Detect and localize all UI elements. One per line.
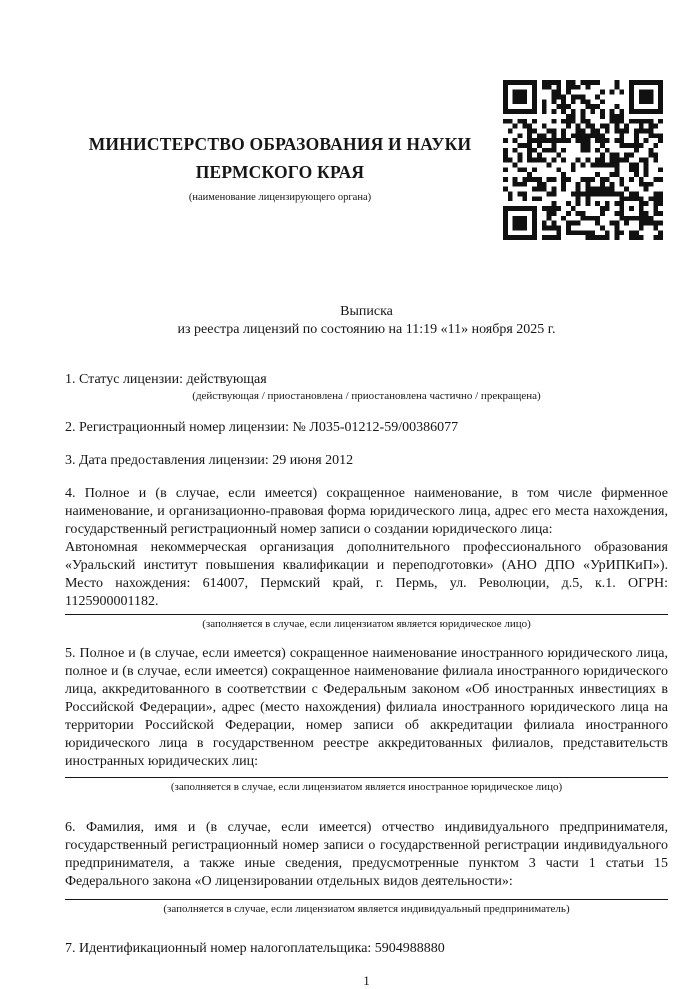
- item-grant-date: 3. Дата предоставления лицензии: 29 июня 2012: [65, 453, 354, 468]
- legal-entity-note: (заполняется в случае, если лицензиатом является юридическое лицо): [202, 618, 531, 630]
- ministry-name-line1: МИНИСТЕРСТВО ОБРАЗОВАНИЯ И НАУКИ: [88, 134, 472, 154]
- item-registration-number: 2. Регистрационный номер лицензии: № Л035-01212-59/00386077: [65, 420, 459, 435]
- ministry-caption: (наименование лицензирующего органа): [188, 192, 372, 203]
- foreign-entity-blank-field: [65, 771, 668, 778]
- entrepreneur-blank-field: [65, 891, 668, 900]
- item-legal-entity: [65, 485, 668, 615]
- item-taxpayer-number: 7. Идентификационный номер налогоплательщика: 5904988880: [65, 941, 445, 956]
- entrepreneur-note: (заполняется в случае, если лицензиатом является индивидуальный предприниматель): [163, 903, 570, 915]
- document-title-block: [65, 303, 668, 339]
- page-number: 1: [363, 973, 370, 988]
- document-header: [65, 80, 668, 245]
- entrepreneur-label: 6. Фамилия, имя и (в случае, если имеется) отчество индивидуального предпринимателя, государственный регистрационный номер записи о государственной регистрации индивидуального предпринимателя, а также иные сведения, предусмотренные пунктом 3 части 1 статьи 15 Федерального закона «О лицензировании отдельных видов деятельности»:: [65, 820, 668, 889]
- item-license-status: 1. Статус лицензии: действующая: [65, 372, 267, 387]
- legal-entity-label: 4. Полное и (в случае, если имеется) сокращенное наименование, в том числе фирменное наименование, и организационно-правовая форма юридического лица, адрес его места нахождения, государственный регистрационный номер записи о создании юридического лица:: [65, 486, 668, 537]
- foreign-entity-label: 5. Полное и (в случае, если имеется) сокращенное наименование иностранного юридического лица, полное и (в случае, если имеется) сокращенное наименование филиала иностранного юридического лица, аккредитованного в соответствии с Федеральным законом «Об иностранных инвестициях в Российской Федерации», адрес (место нахождения) филиала иностранного юридического лица на территории Российской Федерации, номер записи об аккредитации филиала иностранного юридического лица в государственном реестре аккредитованных филиалов, представительств иностранных юридических лиц:: [65, 646, 668, 769]
- license-status-note: (действующая / приостановлена / приостановлена частично / прекращена): [192, 390, 541, 402]
- licensing-authority-block: [65, 130, 495, 204]
- legal-entity-value: Автономная некоммерческая организация дополнительного профессионального образования «Уральский институт повышения квалификации и переподготовки» (АНО ДПО «УрИПКиП»). Место нахождения: 614007, Пермский край, г. Пермь, ул. Революции, д.5, к.1. ОГРН: 1125900001182.: [65, 540, 668, 609]
- qr-code-icon: [503, 80, 663, 240]
- document-subtitle: из реестра лицензий по состоянию на 11:19 «11» ноября 2025 г.: [177, 322, 556, 337]
- foreign-entity-note: (заполняется в случае, если лицензиатом является иностранное юридическое лицо): [170, 781, 563, 793]
- item-foreign-entity: [65, 645, 668, 778]
- document-title: Выписка: [340, 304, 393, 319]
- ministry-name-line2: ПЕРМСКОГО КРАЯ: [195, 162, 365, 182]
- item-entrepreneur: [65, 819, 668, 900]
